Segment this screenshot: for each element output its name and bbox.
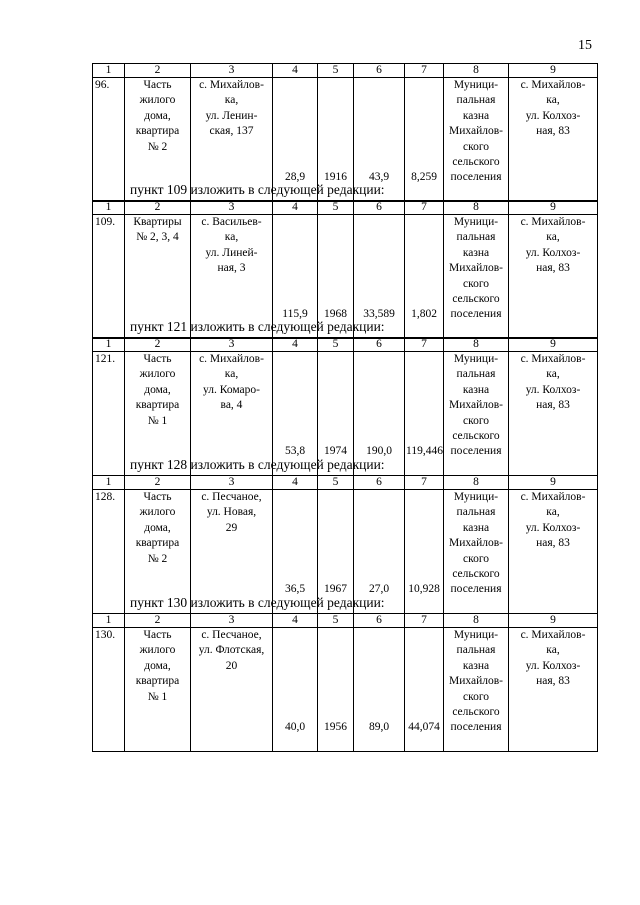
header-cell: 5 — [318, 614, 354, 628]
header-cell: 5 — [318, 476, 354, 490]
table-header-row — [93, 614, 598, 628]
address: с. Песчаное, ул. Флотская, 20 — [191, 628, 273, 752]
wear-value: 89,0 — [354, 628, 405, 752]
address: с. Васильев- ка, ул. Линей- ная, 3 — [191, 215, 273, 339]
header-cell: 7 — [405, 614, 444, 628]
year: 1974 — [318, 352, 354, 476]
row-number: 128. — [93, 490, 125, 614]
address: с. Песчаное, ул. Новая, 29 — [191, 490, 273, 614]
amendment-caption: пункт 121 изложить в следующей редакции: — [130, 319, 385, 334]
wear-value: 33,589 — [354, 215, 405, 339]
property-table — [92, 337, 598, 476]
area: 115,9 — [273, 215, 318, 339]
header-cell: 7 — [405, 64, 444, 78]
header-cell: 8 — [444, 338, 509, 352]
cost-value: 8,259 — [405, 78, 444, 202]
area: 40,0 — [273, 628, 318, 752]
area: 53,8 — [273, 352, 318, 476]
header-cell: 2 — [125, 201, 191, 215]
amendment-caption: пункт 130 изложить в следующей редакции: — [130, 595, 385, 610]
header-cell: 2 — [125, 476, 191, 490]
header-cell: 9 — [509, 201, 598, 215]
row-number: 96. — [93, 78, 125, 202]
holder-address: с. Михайлов- ка, ул. Колхоз- ная, 83 — [509, 490, 598, 614]
holder-address: с. Михайлов- ка, ул. Колхоз- ная, 83 — [509, 352, 598, 476]
header-cell: 3 — [191, 614, 273, 628]
table-block — [92, 475, 597, 614]
header-cell: 1 — [93, 476, 125, 490]
table-header-row — [93, 64, 598, 78]
cost-value: 1,802 — [405, 215, 444, 339]
header-cell: 6 — [354, 338, 405, 352]
wear-value: 27,0 — [354, 490, 405, 614]
header-cell: 4 — [273, 338, 318, 352]
property-table — [92, 613, 598, 752]
header-cell: 1 — [93, 201, 125, 215]
address: с. Михайлов- ка, ул. Комаро- ва, 4 — [191, 352, 273, 476]
year: 1956 — [318, 628, 354, 752]
header-cell: 8 — [444, 201, 509, 215]
table-block — [92, 337, 597, 476]
holder-address: с. Михайлов- ка, ул. Колхоз- ная, 83 — [509, 215, 598, 339]
year: 1916 — [318, 78, 354, 202]
year: 1967 — [318, 490, 354, 614]
header-cell: 4 — [273, 64, 318, 78]
header-cell: 5 — [318, 201, 354, 215]
holder-address: с. Михайлов- ка, ул. Колхоз- ная, 83 — [509, 628, 598, 752]
owner: Муници- пальная казна Михайлов- ского сельского поселения — [444, 352, 509, 476]
object-name: Квартиры № 2, 3, 4 — [125, 215, 191, 339]
owner: Муници- пальная казна Михайлов- ского сельского поселения — [444, 628, 509, 752]
table-header-row — [93, 476, 598, 490]
property-table — [92, 475, 598, 614]
cost-value: 10,928 — [405, 490, 444, 614]
header-cell: 9 — [509, 338, 598, 352]
header-cell: 6 — [354, 476, 405, 490]
owner: Муници- пальная казна Михайлов- ского сельского поселения — [444, 215, 509, 339]
header-cell: 7 — [405, 201, 444, 215]
header-cell: 7 — [405, 476, 444, 490]
owner: Муници- пальная казна Михайлов- ского сельского поселения — [444, 490, 509, 614]
owner: Муници- пальная казна Михайлов- ского сельского поселения — [444, 78, 509, 202]
amendment-caption: пункт 109 изложить в следующей редакции: — [130, 182, 385, 197]
object-name: Часть жилого дома, квартира № 1 — [125, 352, 191, 476]
area: 36,5 — [273, 490, 318, 614]
holder-address: с. Михайлов- ка, ул. Колхоз- ная, 83 — [509, 78, 598, 202]
row-number: 121. — [93, 352, 125, 476]
row-number: 130. — [93, 628, 125, 752]
object-name: Часть жилого дома, квартира № 1 — [125, 628, 191, 752]
header-cell: 2 — [125, 338, 191, 352]
page-number: 15 — [578, 38, 592, 53]
object-name: Часть жилого дома, квартира № 2 — [125, 490, 191, 614]
table-header-row — [93, 201, 598, 215]
amendment-caption: пункт 128 изложить в следующей редакции: — [130, 457, 385, 472]
cost-value: 44,074 — [405, 628, 444, 752]
header-cell: 3 — [191, 338, 273, 352]
table-header-row — [93, 338, 598, 352]
header-cell: 9 — [509, 64, 598, 78]
cost-value: 119,446 — [405, 352, 444, 476]
row-number: 109. — [93, 215, 125, 339]
wear-value: 43,9 — [354, 78, 405, 202]
header-cell: 8 — [444, 614, 509, 628]
header-cell: 3 — [191, 201, 273, 215]
header-cell: 8 — [444, 476, 509, 490]
header-cell: 7 — [405, 338, 444, 352]
header-cell: 3 — [191, 476, 273, 490]
wear-value: 190,0 — [354, 352, 405, 476]
table-row — [93, 628, 598, 752]
header-cell: 4 — [273, 476, 318, 490]
header-cell: 9 — [509, 614, 598, 628]
header-cell: 1 — [93, 614, 125, 628]
table-block — [92, 613, 597, 752]
header-cell: 6 — [354, 614, 405, 628]
address: с. Михайлов- ка, ул. Ленин- ская, 137 — [191, 78, 273, 202]
area: 28,9 — [273, 78, 318, 202]
year: 1968 — [318, 215, 354, 339]
header-cell: 5 — [318, 64, 354, 78]
object-name: Часть жилого дома, квартира № 2 — [125, 78, 191, 202]
header-cell: 4 — [273, 201, 318, 215]
header-cell: 4 — [273, 614, 318, 628]
header-cell: 5 — [318, 338, 354, 352]
header-cell: 1 — [93, 64, 125, 78]
header-cell: 8 — [444, 64, 509, 78]
header-cell: 9 — [509, 476, 598, 490]
header-cell: 6 — [354, 64, 405, 78]
header-cell: 3 — [191, 64, 273, 78]
header-cell: 2 — [125, 64, 191, 78]
header-cell: 6 — [354, 201, 405, 215]
header-cell: 2 — [125, 614, 191, 628]
header-cell: 1 — [93, 338, 125, 352]
